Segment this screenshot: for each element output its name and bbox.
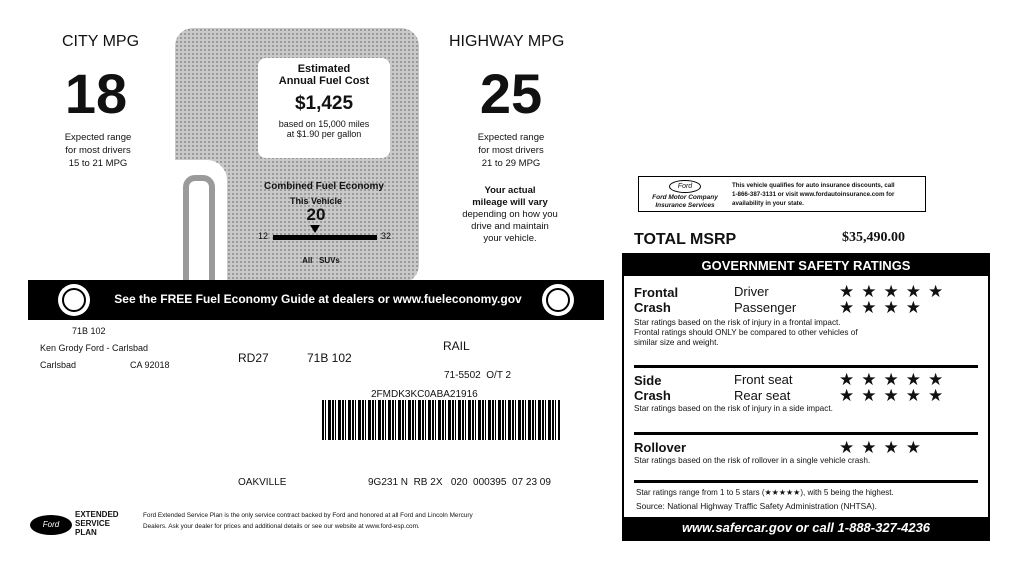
front-seat-stars: ★★★★★ bbox=[839, 370, 951, 389]
city-range-line1: Expected range bbox=[64, 132, 132, 143]
passenger-stars: ★★★★ bbox=[839, 298, 928, 317]
front-seat-label: Front seat bbox=[734, 372, 793, 387]
rollover-note: Star ratings based on the risk of rollover in a single vehicle crash. bbox=[634, 456, 871, 465]
fuel-cost-amount: $1,425 bbox=[294, 93, 354, 114]
esp-text-line1: Ford Extended Service Plan is the only service contract backed by Ford and honored at all Ford and Lincoln Mercury bbox=[143, 512, 473, 519]
esp-title-line1: EXTENDED bbox=[75, 510, 119, 519]
side-crash-line1: Side bbox=[634, 373, 662, 388]
combined-fe-title: Combined Fuel Economy bbox=[263, 181, 384, 192]
fuel-economy-banner bbox=[28, 280, 604, 320]
ford-esp-logo bbox=[30, 515, 72, 535]
city-range bbox=[40, 131, 156, 170]
combined-range-max: 32 bbox=[381, 231, 392, 241]
frontal-note-line1: Star ratings based on the risk of injury in a frontal impact. bbox=[634, 318, 841, 327]
divider-side-rollover bbox=[634, 432, 978, 435]
city-range-line3: 15 to 21 MPG bbox=[68, 158, 128, 169]
frontal-note-line2: Frontal ratings should ONLY be compared to other vehicles of bbox=[634, 328, 858, 337]
order-number: 71-5502 O/T 2 bbox=[444, 370, 512, 381]
mileage-note-line5: your vehicle. bbox=[483, 233, 537, 244]
dealer-code: 71B 102 bbox=[72, 326, 106, 336]
combined-marker-icon bbox=[310, 225, 320, 233]
combined-range-min: 12 bbox=[258, 231, 269, 241]
fuel-cost-title-line2: Annual Fuel Cost bbox=[278, 75, 370, 87]
mileage-note bbox=[440, 185, 580, 245]
insurance-company-line2: Insurance Services bbox=[655, 202, 715, 209]
mileage-note-line1: Your actual bbox=[484, 185, 536, 196]
insurance-text bbox=[732, 181, 895, 208]
combined-mpg-value: 20 bbox=[306, 205, 326, 224]
vin-barcode bbox=[322, 400, 560, 440]
highway-range-line2: for most drivers bbox=[478, 145, 544, 156]
dealer-state-zip: CA 92018 bbox=[130, 360, 170, 370]
rear-seat-label: Rear seat bbox=[734, 388, 791, 403]
dealer-city: Carlsbad bbox=[40, 360, 77, 370]
divider-frontal-side bbox=[634, 365, 978, 368]
insurance-text-line3: availability in your state. bbox=[732, 200, 804, 207]
highway-range-line3: 21 to 29 MPG bbox=[481, 158, 541, 169]
safercar-footer: www.safercar.gov or call 1-888-327-4236 bbox=[624, 517, 988, 539]
insurance-box bbox=[638, 176, 926, 212]
combined-range-bar bbox=[273, 235, 377, 240]
mileage-note-line4: drive and maintain bbox=[471, 221, 549, 232]
doe-seal-icon bbox=[542, 284, 574, 316]
esp-text bbox=[143, 510, 473, 532]
frontal-crash-label bbox=[634, 285, 678, 315]
source-note: Source: National Highway Traffic Safety Administration (NHTSA). bbox=[636, 501, 877, 511]
highway-mpg-value: 25 bbox=[479, 62, 543, 125]
driver-stars: ★★★★★ bbox=[839, 282, 951, 301]
city-mpg-label: CITY MPG bbox=[62, 33, 140, 50]
passenger-label: Passenger bbox=[734, 300, 797, 315]
city-mpg-value: 18 bbox=[64, 62, 128, 125]
banner-text: See the FREE Fuel Economy Guide at dealers or www.fueleconomy.gov bbox=[114, 292, 522, 306]
side-crash-line2: Crash bbox=[634, 388, 671, 403]
plant-name: OAKVILLE bbox=[238, 477, 287, 488]
pump-hose bbox=[183, 175, 215, 281]
dealer-name: Ken Grody Ford - Carlsbad bbox=[40, 343, 149, 353]
insurance-company-line1: Ford Motor Company bbox=[652, 194, 718, 201]
shipping-code: 71B 102 bbox=[307, 351, 352, 365]
star-range-note: Star ratings range from 1 to 5 stars (★★★★★), with 5 being the highest. bbox=[636, 488, 894, 497]
esp-title-line2: SERVICE bbox=[75, 519, 110, 528]
highway-range bbox=[452, 131, 570, 170]
rear-seat-stars: ★★★★★ bbox=[839, 386, 951, 405]
build-serial: 9G231 N RB 2X 020 000395 07 23 09 bbox=[368, 477, 551, 488]
mileage-note-line2: mileage will vary bbox=[472, 197, 548, 208]
safety-title: GOVERNMENT SAFETY RATINGS bbox=[624, 255, 988, 276]
side-crash-label bbox=[634, 373, 671, 403]
divider-rollover-source bbox=[634, 480, 978, 483]
this-vehicle-label: This Vehicle bbox=[289, 196, 343, 206]
ford-esp-logo-text: Ford bbox=[42, 520, 60, 529]
rollover-stars: ★★★★ bbox=[839, 438, 928, 457]
frontal-crash-line2: Crash bbox=[634, 300, 671, 315]
frontal-note-line3: similar size and weight. bbox=[634, 338, 719, 347]
insurance-text-line1: This vehicle qualifies for auto insurance discounts, call bbox=[732, 182, 895, 189]
fuel-cost-basis-line1: based on 15,000 miles bbox=[278, 119, 370, 129]
highway-range-line1: Expected range bbox=[477, 132, 545, 143]
highway-mpg-label: HIGHWAY MPG bbox=[449, 33, 565, 50]
msrp-value: $35,490.00 bbox=[842, 230, 905, 245]
mileage-note-line3: depending on how you bbox=[462, 209, 558, 220]
insurance-text-line2: 1-866-387-3131 or visit www.fordautoinsurance.com for bbox=[732, 191, 895, 198]
safety-ratings-panel bbox=[622, 253, 990, 541]
frontal-crash-line1: Frontal bbox=[634, 285, 679, 300]
vehicle-category: All SUVs bbox=[302, 256, 340, 265]
vin: 2FMDK3KC0ABA21916 bbox=[371, 389, 478, 400]
msrp-label: TOTAL MSRP bbox=[634, 231, 737, 248]
ford-insurance-logo-text: Ford bbox=[677, 183, 693, 190]
ford-insurance-logo bbox=[669, 180, 701, 193]
city-range-line2: for most drivers bbox=[65, 145, 131, 156]
rollover-label: Rollover bbox=[634, 440, 687, 455]
side-note: Star ratings based on the risk of injury in a side impact. bbox=[634, 404, 833, 413]
fuel-cost-title-line1: Estimated bbox=[297, 63, 351, 75]
epa-seal-icon bbox=[58, 284, 90, 316]
fuel-cost-basis-line2: at $1.90 per gallon bbox=[286, 129, 362, 139]
annual-fuel-cost-box bbox=[258, 58, 390, 158]
esp-title-line3: PLAN bbox=[75, 528, 97, 537]
frontal-note bbox=[634, 318, 858, 348]
route-code: RD27 bbox=[238, 351, 269, 365]
insurance-company bbox=[641, 194, 729, 210]
shipping-method: RAIL bbox=[443, 339, 470, 353]
esp-title bbox=[75, 510, 119, 537]
esp-text-line2: Dealers. Ask your dealer for prices and additional details or see our website at www.ford-esp.com. bbox=[143, 523, 420, 530]
driver-label: Driver bbox=[734, 284, 769, 299]
